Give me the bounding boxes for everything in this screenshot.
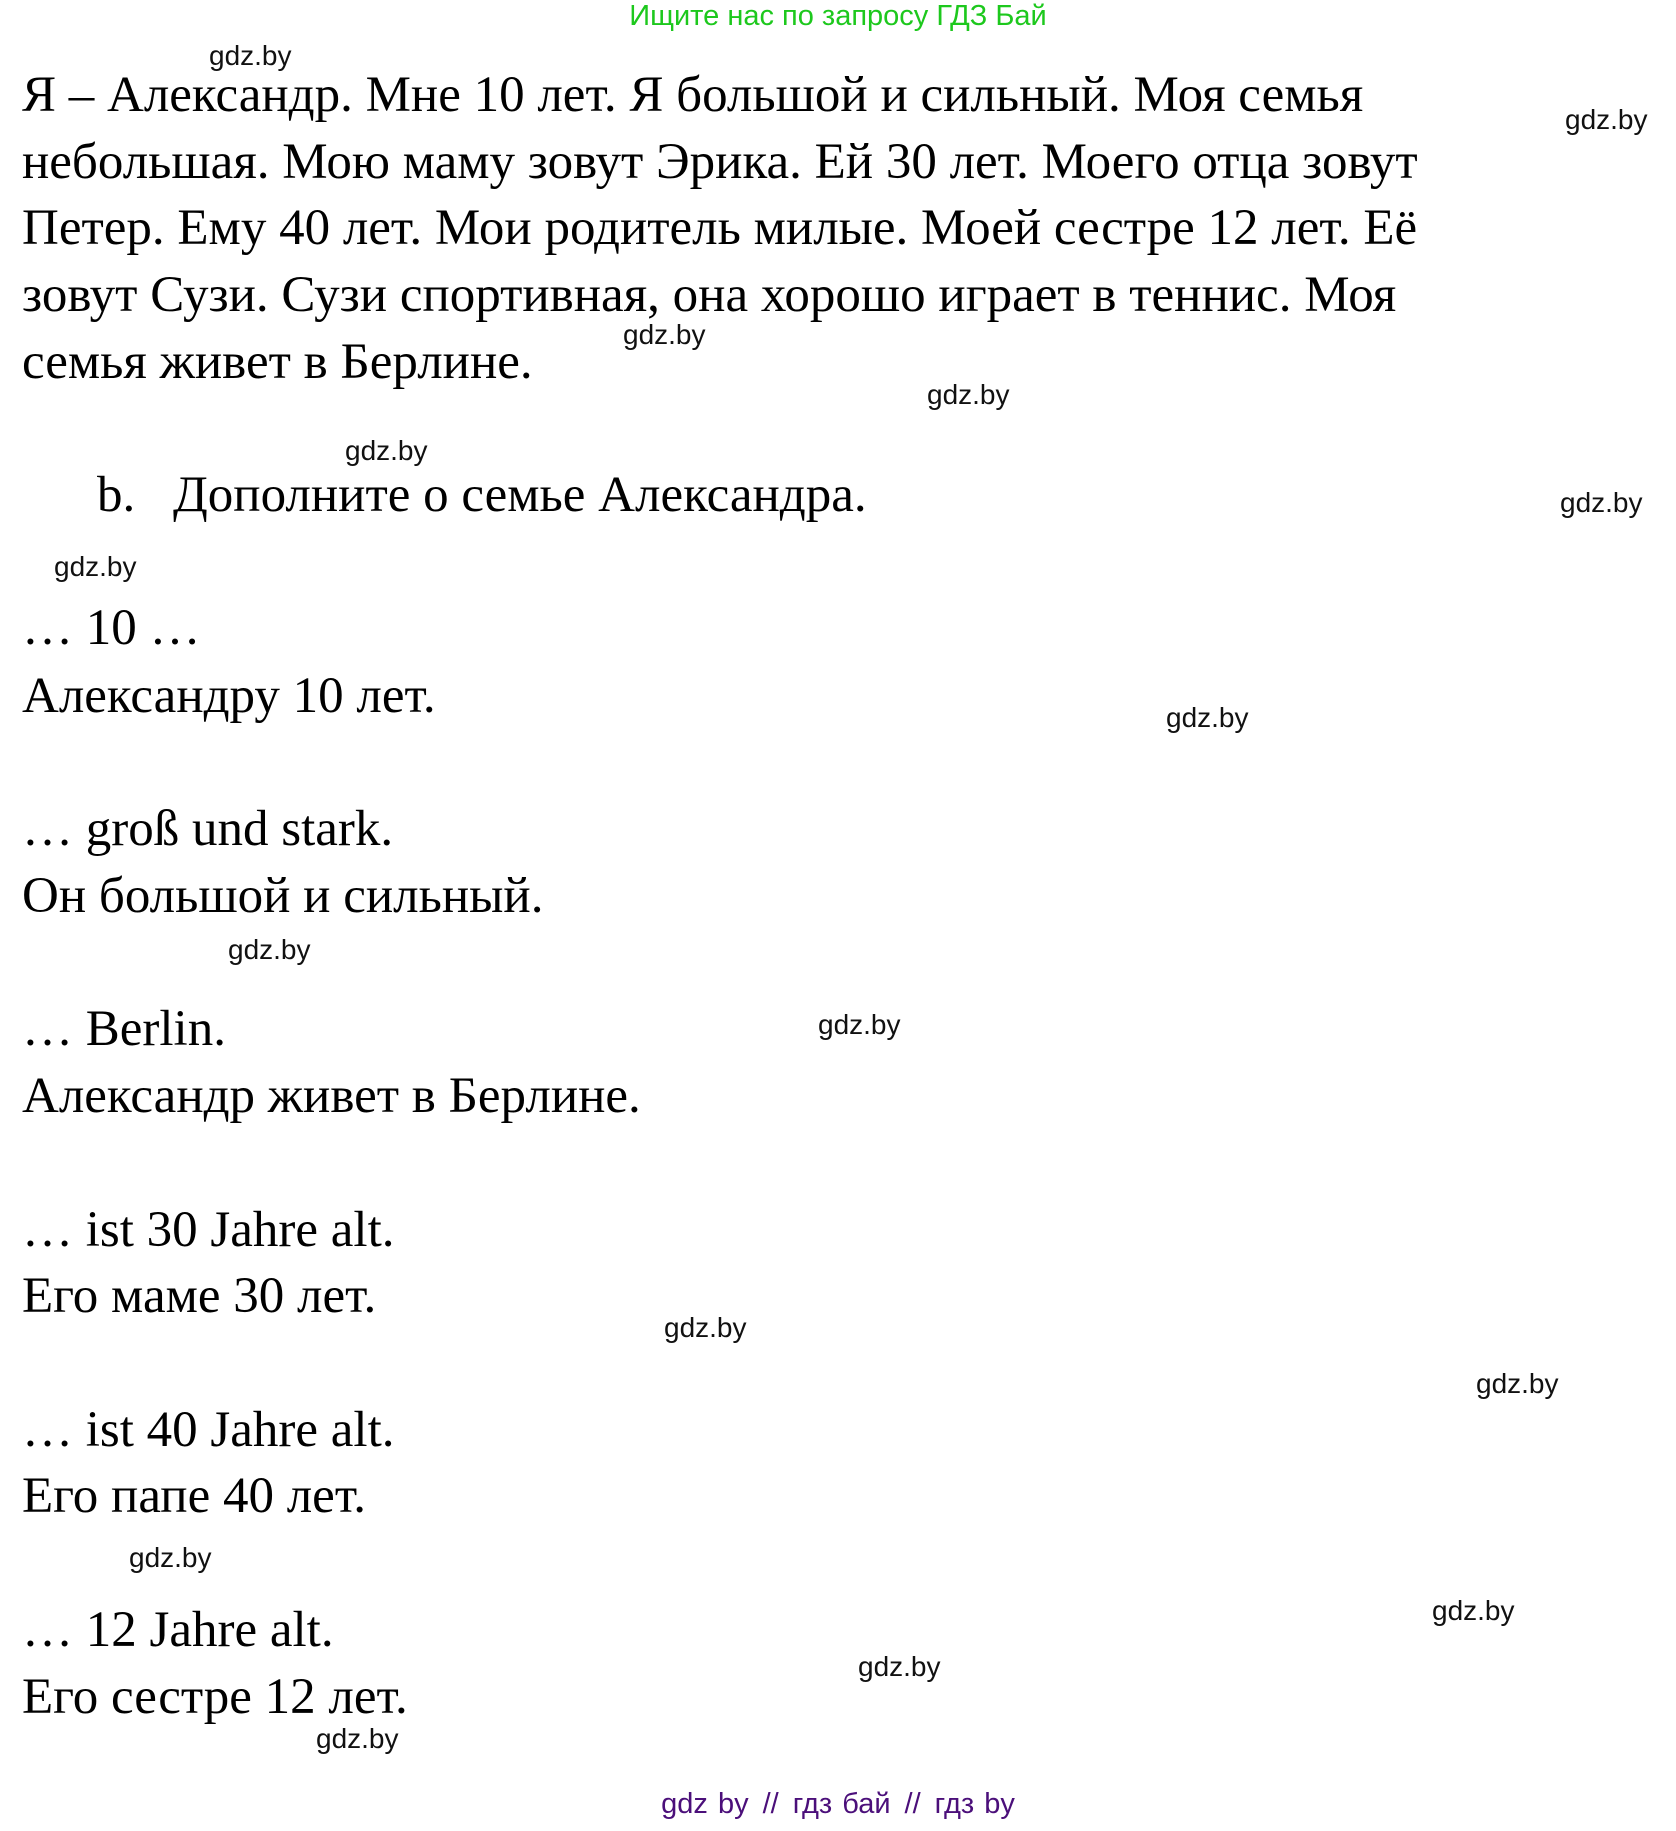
prompt-5: … ist 40 Jahre alt.	[22, 1402, 395, 1458]
footer-link-gdz-bai[interactable]: гдз бай	[792, 1788, 891, 1820]
watermark: gdz.by	[316, 1723, 399, 1754]
watermark: gdz.by	[1476, 1368, 1559, 1399]
footer-separator: //	[762, 1788, 779, 1820]
prompt-2: … groß und stark.	[22, 801, 394, 857]
prompt-1: … 10 …	[22, 600, 201, 656]
footer-links	[0, 1788, 1676, 1820]
answer-4: Его маме 30 лет.	[22, 1268, 377, 1324]
paragraph-line-5: семья живет в Берлине.	[22, 334, 533, 390]
watermark: gdz.by	[345, 435, 428, 466]
answer-3: Александр живет в Берлине.	[22, 1068, 641, 1124]
search-hint-banner: Ищите нас по запросу ГДЗ Бай	[629, 0, 1047, 32]
answer-5: Его папе 40 лет.	[22, 1468, 367, 1524]
paragraph-line-1: Я – Александр. Мне 10 лет. Я большой и сильный. Моя семья	[22, 67, 1364, 123]
answer-6: Его сестре 12 лет.	[22, 1669, 408, 1725]
watermark: gdz.by	[129, 1542, 212, 1573]
watermark: gdz.by	[858, 1651, 941, 1682]
watermark: gdz.by	[1166, 702, 1249, 733]
watermark: gdz.by	[209, 40, 292, 71]
task-instruction: Дополните о семье Александра.	[173, 467, 867, 523]
prompt-4: … ist 30 Jahre alt.	[22, 1202, 395, 1258]
paragraph-line-3: Петер. Ему 40 лет. Мои родитель милые. Моей сестре 12 лет. Её	[22, 200, 1418, 256]
watermark: gdz.by	[1560, 487, 1643, 518]
footer-separator: //	[904, 1788, 921, 1820]
task-letter: b.	[97, 467, 136, 523]
task-heading	[97, 467, 867, 523]
watermark: gdz.by	[927, 379, 1010, 410]
footer-link-gdz-by-cyr[interactable]: гдз by	[934, 1788, 1015, 1820]
watermark: gdz.by	[1565, 104, 1648, 135]
paragraph-line-4: зовут Сузи. Сузи спортивная, она хорошо играет в теннис. Моя	[22, 267, 1397, 323]
watermark: gdz.by	[1432, 1595, 1515, 1626]
prompt-3: … Berlin.	[22, 1001, 226, 1057]
footer-link-gdz-by[interactable]: gdz by	[661, 1788, 749, 1820]
prompt-6: … 12 Jahre alt.	[22, 1602, 334, 1658]
answer-2: Он большой и сильный.	[22, 868, 544, 924]
answer-1: Александру 10 лет.	[22, 668, 436, 724]
paragraph-line-2: небольшая. Мою маму зовут Эрика. Ей 30 лет. Моего отца зовут	[22, 134, 1418, 190]
watermark: gdz.by	[818, 1009, 901, 1040]
watermark: gdz.by	[623, 319, 706, 350]
watermark: gdz.by	[54, 551, 137, 582]
watermark: gdz.by	[664, 1312, 747, 1343]
watermark: gdz.by	[228, 934, 311, 965]
